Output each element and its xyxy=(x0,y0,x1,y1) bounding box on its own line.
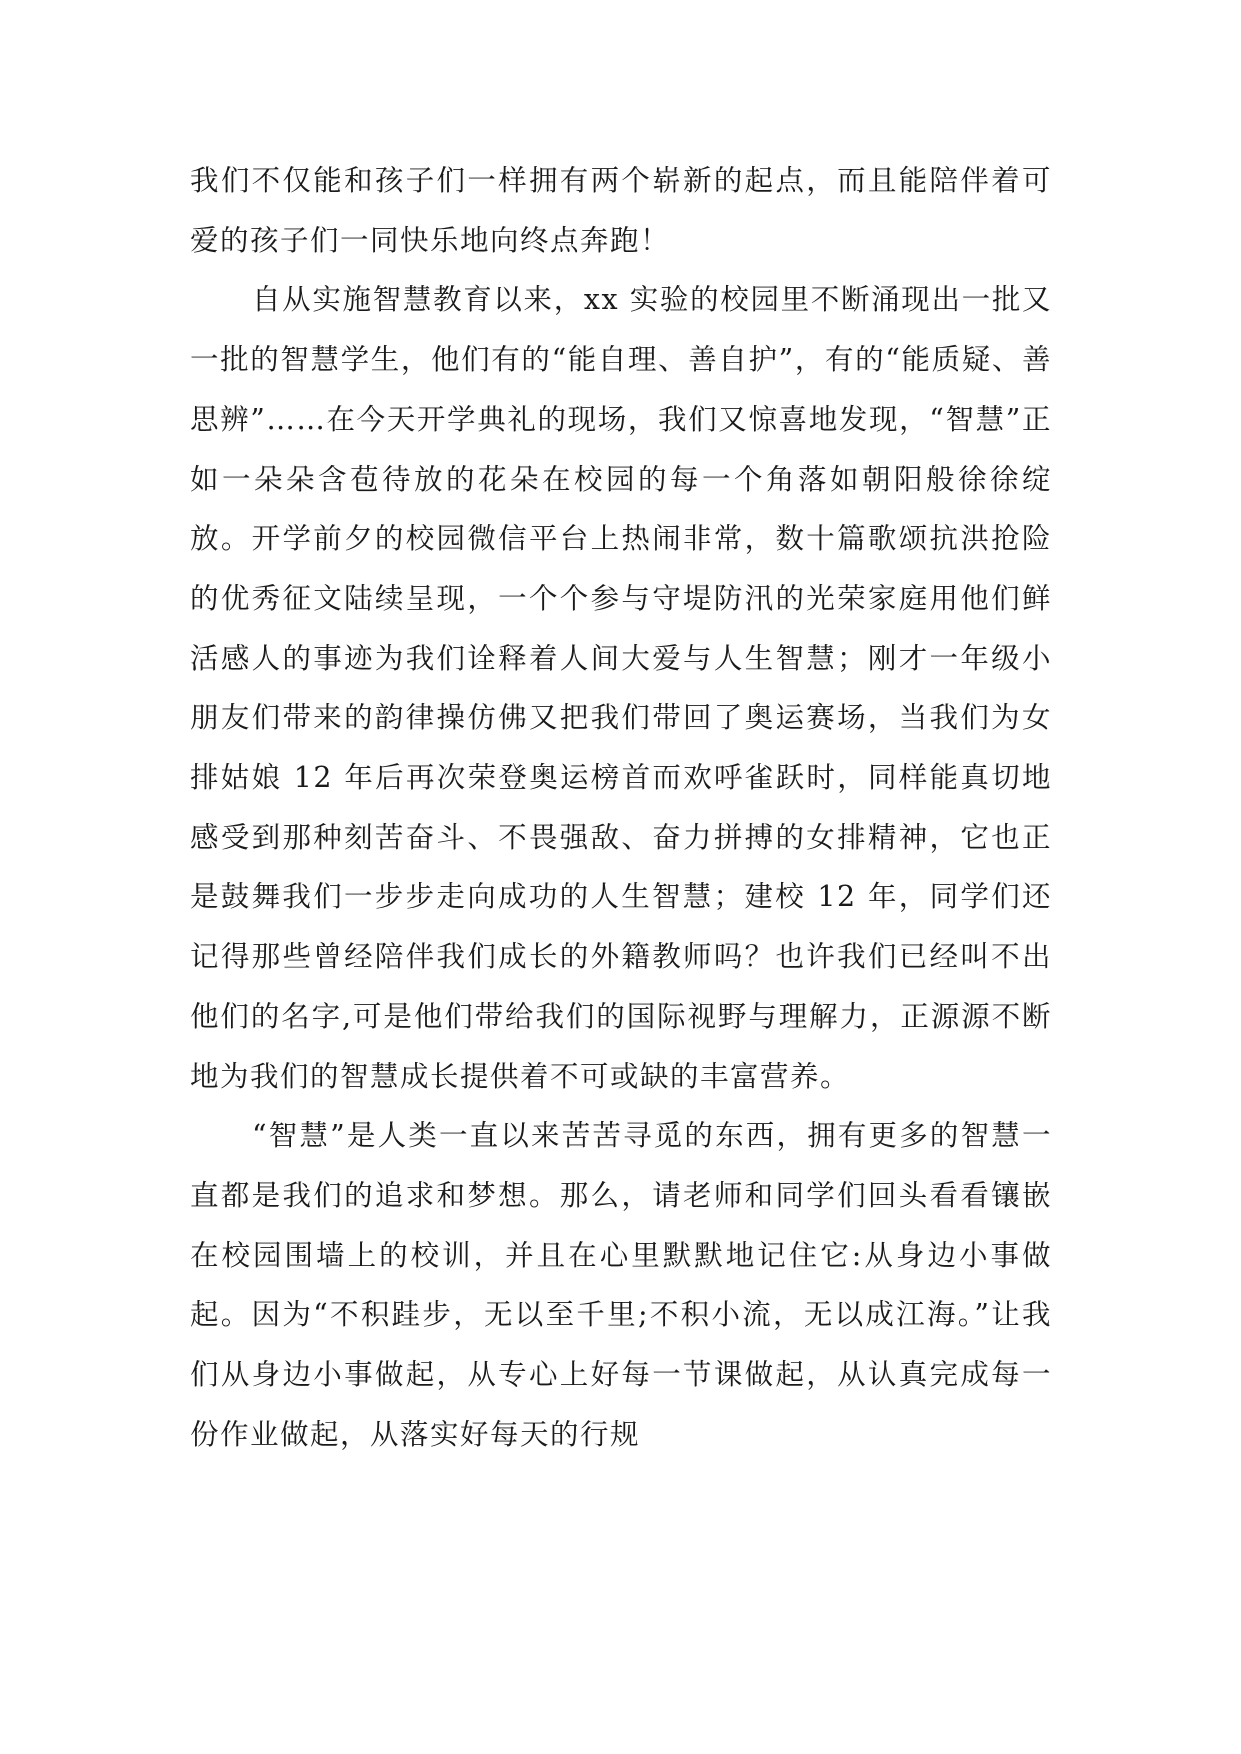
paragraph-2: 自从实施智慧教育以来，xx 实验的校园里不断涌现出一批又一批的智慧学生，他们有的“能自理、善自护”，有的“能质疑、善思辨”……在今天开学典礼的现场，我们又惊喜地发现，“智慧”正如一朵朵含苞待放的花朵在校园的每一个角落如朝阳般徐徐绽放。开学前夕的校园微信平台上热闹非常，数十篇歌颂抗洪抢险的优秀征文陆续呈现，一个个参与守堤防汛的光荣家庭用他们鲜活感人的事迹为我们诠释着人间大爱与人生智慧；刚才一年级小朋友们带来的韵律操仿佛又把我们带回了奥运赛场，当我们为女排姑娘 12 年后再次荣登奥运榜首而欢呼雀跃时，同样能真切地感受到那种刻苦奋斗、不畏强敌、奋力拼搏的女排精神，它也正是鼓舞我们一步步走向成功的人生智慧；建校 12 年，同学们还记得那些曾经陪伴我们成长的外籍教师吗？也许我们已经叫不出他们的名字,可是他们带给我们的国际视野与理解力，正源源不断地为我们的智慧成长提供着不可或缺的丰富营养。 xyxy=(190,283,1052,1093)
document-body xyxy=(190,151,1052,1464)
paragraph-1: 我们不仅能和孩子们一样拥有两个崭新的起点，而且能陪伴着可爱的孩子们一同快乐地向终点奔跑！ xyxy=(190,164,1052,257)
paragraph-3: “智慧”是人类一直以来苦苦寻觅的东西，拥有更多的智慧一直都是我们的追求和梦想。那么，请老师和同学们回头看看镶嵌在校园围墙上的校训，并且在心里默默地记住它:从身边小事做起。因为“不积跬步，无以至千里;不积小流，无以成江海。”让我们从身边小事做起，从专心上好每一节课做起，从认真完成每一份作业做起，从落实好每天的行规 xyxy=(190,1119,1052,1451)
